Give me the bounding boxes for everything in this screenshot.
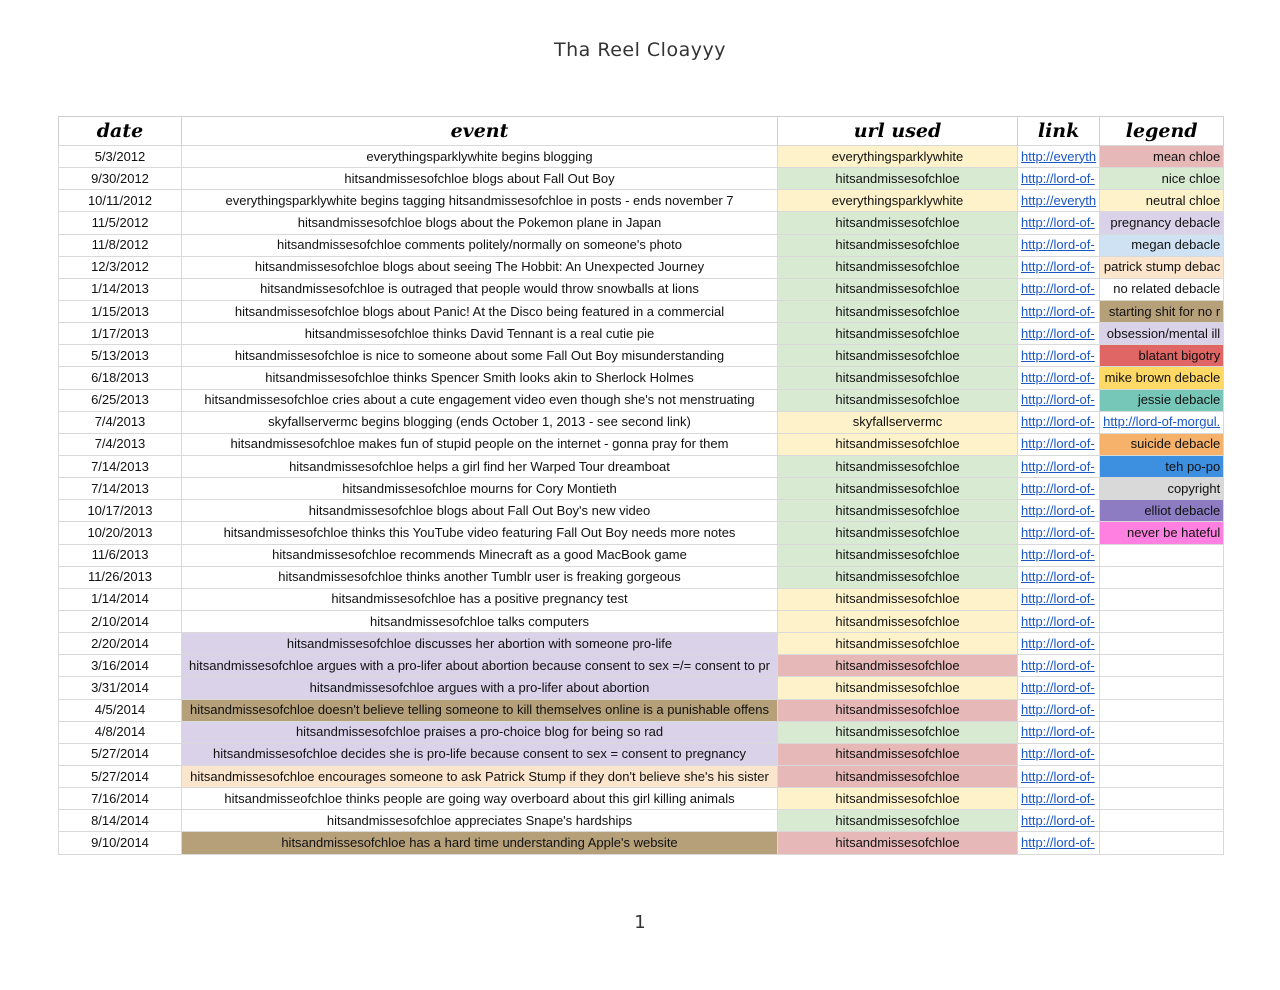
table-row: [59, 234, 1224, 256]
url-cell: hitsandmissesofchloe: [778, 699, 1018, 721]
url-cell: hitsandmissesofchloe: [778, 832, 1018, 854]
page-title: Tha Reel Cloayyy: [554, 39, 726, 61]
event-cell: hitsandmissesofchloe has a hard time understanding Apple's website: [182, 832, 778, 854]
event-cell: hitsandmissesofchloe blogs about Panic! At the Disco being featured in a commercial: [182, 300, 778, 322]
table-row: [59, 478, 1224, 500]
date-cell: 5/13/2013: [59, 345, 182, 367]
table-row: [59, 588, 1224, 610]
link-cell[interactable]: http://everyth: [1018, 146, 1100, 168]
link-cell[interactable]: http://lord-of-: [1018, 256, 1100, 278]
event-cell: hitsandmissesofchloe praises a pro-choice blog for being so rad: [182, 721, 778, 743]
legend-cell: [1100, 765, 1224, 787]
event-cell: hitsandmissesofchloe thinks Spencer Smith looks akin to Sherlock Holmes: [182, 367, 778, 389]
date-cell: 4/5/2014: [59, 699, 182, 721]
link-cell[interactable]: http://lord-of-: [1018, 345, 1100, 367]
date-cell: 2/20/2014: [59, 633, 182, 655]
url-cell: hitsandmissesofchloe: [778, 633, 1018, 655]
date-cell: 7/14/2013: [59, 478, 182, 500]
legend-cell: [1100, 610, 1224, 632]
legend-cell: teh po-po: [1100, 455, 1224, 477]
url-cell: hitsandmissesofchloe: [778, 300, 1018, 322]
date-cell: 8/14/2014: [59, 810, 182, 832]
link-cell[interactable]: http://lord-of-: [1018, 566, 1100, 588]
legend-cell: no related debacle: [1100, 278, 1224, 300]
date-cell: 7/14/2013: [59, 455, 182, 477]
event-cell: hitsandmissesofchloe decides she is pro-life because consent to sex = consent to pregnancy: [182, 743, 778, 765]
table-row: [59, 721, 1224, 743]
url-cell: hitsandmissesofchloe: [778, 234, 1018, 256]
url-cell: hitsandmissesofchloe: [778, 433, 1018, 455]
legend-cell: mean chloe: [1100, 146, 1224, 168]
event-cell: hitsandmissesofchloe recommends Minecraft as a good MacBook game: [182, 544, 778, 566]
legend-cell: [1100, 655, 1224, 677]
legend-cell: starting shit for no r: [1100, 300, 1224, 322]
url-cell: hitsandmissesofchloe: [778, 743, 1018, 765]
url-cell: hitsandmissesofchloe: [778, 256, 1018, 278]
date-cell: 3/16/2014: [59, 655, 182, 677]
url-cell: hitsandmissesofchloe: [778, 522, 1018, 544]
legend-cell: megan debacle: [1100, 234, 1224, 256]
link-cell[interactable]: http://lord-of-: [1018, 721, 1100, 743]
date-cell: 11/8/2012: [59, 234, 182, 256]
event-cell: hitsandmissesofchloe helps a girl find her Warped Tour dreamboat: [182, 455, 778, 477]
url-cell: hitsandmissesofchloe: [778, 168, 1018, 190]
event-cell: hitsandmissesofchloe is nice to someone about some Fall Out Boy misunderstanding: [182, 345, 778, 367]
url-cell: hitsandmissesofchloe: [778, 765, 1018, 787]
table-row: [59, 743, 1224, 765]
url-cell: hitsandmissesofchloe: [778, 323, 1018, 345]
table-row: [59, 212, 1224, 234]
date-cell: 1/14/2014: [59, 588, 182, 610]
link-cell[interactable]: http://everyth: [1018, 190, 1100, 212]
table-row: [59, 323, 1224, 345]
legend-cell: [1100, 810, 1224, 832]
legend-cell: [1100, 721, 1224, 743]
column-header-url: url used: [778, 117, 1018, 146]
table-row: [59, 278, 1224, 300]
table-row: [59, 832, 1224, 854]
link-cell[interactable]: http://lord-of-: [1018, 300, 1100, 322]
event-cell: hitsandmissesofchloe mourns for Cory Montieth: [182, 478, 778, 500]
url-cell: hitsandmissesofchloe: [778, 278, 1018, 300]
event-cell: hitsandmissesofchloe blogs about Fall Out Boy: [182, 168, 778, 190]
legend-cell: suicide debacle: [1100, 433, 1224, 455]
link-cell[interactable]: http://lord-of-: [1018, 278, 1100, 300]
date-cell: 2/10/2014: [59, 610, 182, 632]
event-cell: hitsandmissesofchloe thinks David Tennant is a real cutie pie: [182, 323, 778, 345]
date-cell: 1/14/2013: [59, 278, 182, 300]
event-cell: hitsandmissesofchloe thinks another Tumblr user is freaking gorgeous: [182, 566, 778, 588]
table-row: [59, 411, 1224, 433]
column-header-event: event: [182, 117, 778, 146]
date-cell: 10/17/2013: [59, 500, 182, 522]
event-cell: hitsandmissesofchloe argues with a pro-lifer about abortion: [182, 677, 778, 699]
url-cell: everythingsparklywhite: [778, 190, 1018, 212]
link-cell[interactable]: http://lord-of-: [1018, 522, 1100, 544]
link-cell[interactable]: http://lord-of-: [1018, 389, 1100, 411]
event-cell: hitsandmissesofchloe blogs about Fall Out Boy's new video: [182, 500, 778, 522]
table-row: [59, 610, 1224, 632]
table-row: [59, 345, 1224, 367]
date-cell: 1/17/2013: [59, 323, 182, 345]
legend-cell[interactable]: http://lord-of-morgul.: [1100, 411, 1224, 433]
event-cell: hitsandmissesofchloe appreciates Snape's hardships: [182, 810, 778, 832]
url-cell: everythingsparklywhite: [778, 146, 1018, 168]
table-row: [59, 367, 1224, 389]
url-cell: skyfallservermc: [778, 411, 1018, 433]
event-cell: hitsandmissesofchloe makes fun of stupid people on the internet - gonna pray for them: [182, 433, 778, 455]
legend-cell: never be hateful: [1100, 522, 1224, 544]
url-cell: hitsandmissesofchloe: [778, 677, 1018, 699]
legend-cell: [1100, 788, 1224, 810]
legend-cell: [1100, 633, 1224, 655]
url-cell: hitsandmissesofchloe: [778, 389, 1018, 411]
event-cell: hitsandmissesofchloe comments politely/normally on someone's photo: [182, 234, 778, 256]
url-cell: hitsandmissesofchloe: [778, 566, 1018, 588]
link-cell[interactable]: http://lord-of-: [1018, 677, 1100, 699]
event-cell: hitsandmissesofchloe cries about a cute engagement video even though she's not menstruating: [182, 389, 778, 411]
date-cell: 11/6/2013: [59, 544, 182, 566]
table-row: [59, 522, 1224, 544]
event-cell: everythingsparklywhite begins blogging: [182, 146, 778, 168]
event-cell: hitsandmissesofchloe blogs about the Pokemon plane in Japan: [182, 212, 778, 234]
event-cell: everythingsparklywhite begins tagging hitsandmissesofchloe in posts - ends november 7: [182, 190, 778, 212]
event-cell: hitsandmissesofchloe doesn't believe telling someone to kill themselves online is a punishable offens: [182, 699, 778, 721]
table-row: [59, 146, 1224, 168]
table-row: [59, 788, 1224, 810]
url-cell: hitsandmissesofchloe: [778, 655, 1018, 677]
date-cell: 10/11/2012: [59, 190, 182, 212]
date-cell: 7/16/2014: [59, 788, 182, 810]
url-cell: hitsandmissesofchloe: [778, 810, 1018, 832]
legend-cell: [1100, 588, 1224, 610]
date-cell: 5/27/2014: [59, 765, 182, 787]
url-cell: hitsandmissesofchloe: [778, 500, 1018, 522]
legend-cell: blatant bigotry: [1100, 345, 1224, 367]
legend-cell: elliot debacle: [1100, 500, 1224, 522]
link-cell[interactable]: http://lord-of-: [1018, 433, 1100, 455]
date-cell: 9/30/2012: [59, 168, 182, 190]
column-header-link: link: [1018, 117, 1100, 146]
date-cell: 6/25/2013: [59, 389, 182, 411]
link-cell[interactable]: http://lord-of-: [1018, 610, 1100, 632]
table-row: [59, 765, 1224, 787]
date-cell: 6/18/2013: [59, 367, 182, 389]
event-cell: hitsandmissesofchloe thinks this YouTube video featuring Fall Out Boy needs more notes: [182, 522, 778, 544]
link-cell[interactable]: http://lord-of-: [1018, 655, 1100, 677]
table-row: [59, 500, 1224, 522]
date-cell: 10/20/2013: [59, 522, 182, 544]
url-cell: hitsandmissesofchloe: [778, 212, 1018, 234]
event-cell: hitsandmissesofchloe talks computers: [182, 610, 778, 632]
url-cell: hitsandmissesofchloe: [778, 367, 1018, 389]
header-row: [59, 117, 1224, 146]
legend-cell: neutral chloe: [1100, 190, 1224, 212]
link-cell[interactable]: http://lord-of-: [1018, 810, 1100, 832]
legend-cell: nice chloe: [1100, 168, 1224, 190]
legend-cell: [1100, 566, 1224, 588]
date-cell: 4/8/2014: [59, 721, 182, 743]
event-cell: hitsandmissesofchloe discusses her abortion with someone pro-life: [182, 633, 778, 655]
date-cell: 3/31/2014: [59, 677, 182, 699]
link-cell[interactable]: http://lord-of-: [1018, 633, 1100, 655]
event-cell: hitsandmissesofchloe encourages someone to ask Patrick Stump if they don't believe she's his sister: [182, 765, 778, 787]
url-cell: hitsandmissesofchloe: [778, 721, 1018, 743]
link-cell[interactable]: http://lord-of-: [1018, 455, 1100, 477]
link-cell[interactable]: http://lord-of-: [1018, 367, 1100, 389]
date-cell: 11/5/2012: [59, 212, 182, 234]
event-cell: hitsandmissesofchloe argues with a pro-lifer about abortion because consent to sex =/= consent to pr: [182, 655, 778, 677]
date-cell: 9/10/2014: [59, 832, 182, 854]
date-cell: 7/4/2013: [59, 433, 182, 455]
event-cell: hitsandmissesofchloe is outraged that people would throw snowballs at lions: [182, 278, 778, 300]
table-row: [59, 300, 1224, 322]
link-cell[interactable]: http://lord-of-: [1018, 832, 1100, 854]
legend-cell: copyright: [1100, 478, 1224, 500]
legend-cell: pregnancy debacle: [1100, 212, 1224, 234]
column-header-date: date: [59, 117, 182, 146]
page-number: 1: [634, 912, 646, 933]
table-row: [59, 389, 1224, 411]
table-row: [59, 810, 1224, 832]
url-cell: hitsandmissesofchloe: [778, 345, 1018, 367]
date-cell: 11/26/2013: [59, 566, 182, 588]
table-row: [59, 190, 1224, 212]
date-cell: 5/3/2012: [59, 146, 182, 168]
link-cell[interactable]: http://lord-of-: [1018, 544, 1100, 566]
event-cell: hitsandmissesofchloe has a positive pregnancy test: [182, 588, 778, 610]
legend-cell: [1100, 677, 1224, 699]
url-cell: hitsandmissesofchloe: [778, 544, 1018, 566]
link-cell[interactable]: http://lord-of-: [1018, 411, 1100, 433]
link-cell[interactable]: http://lord-of-: [1018, 788, 1100, 810]
table-row: [59, 677, 1224, 699]
table-row: [59, 455, 1224, 477]
column-header-legend: legend: [1100, 117, 1224, 146]
link-cell[interactable]: http://lord-of-: [1018, 478, 1100, 500]
legend-cell: mike brown debacle: [1100, 367, 1224, 389]
legend-cell: [1100, 699, 1224, 721]
link-cell[interactable]: http://lord-of-: [1018, 234, 1100, 256]
legend-cell: [1100, 743, 1224, 765]
link-cell[interactable]: http://lord-of-: [1018, 699, 1100, 721]
event-table: [58, 116, 1224, 855]
link-cell[interactable]: http://lord-of-: [1018, 500, 1100, 522]
legend-cell: [1100, 544, 1224, 566]
link-cell[interactable]: http://lord-of-: [1018, 323, 1100, 345]
legend-cell: jessie debacle: [1100, 389, 1224, 411]
event-cell: hitsandmisseofchloe thinks people are going way overboard about this girl killing animals: [182, 788, 778, 810]
url-cell: hitsandmissesofchloe: [778, 455, 1018, 477]
event-cell: hitsandmissesofchloe blogs about seeing The Hobbit: An Unexpected Journey: [182, 256, 778, 278]
link-cell[interactable]: http://lord-of-: [1018, 765, 1100, 787]
legend-cell: [1100, 832, 1224, 854]
table-row: [59, 544, 1224, 566]
table-row: [59, 566, 1224, 588]
date-cell: 5/27/2014: [59, 743, 182, 765]
date-cell: 12/3/2012: [59, 256, 182, 278]
link-cell[interactable]: http://lord-of-: [1018, 743, 1100, 765]
url-cell: hitsandmissesofchloe: [778, 588, 1018, 610]
event-cell: skyfallservermc begins blogging (ends October 1, 2013 - see second link): [182, 411, 778, 433]
link-cell[interactable]: http://lord-of-: [1018, 588, 1100, 610]
table-row: [59, 256, 1224, 278]
legend-cell: patrick stump debac: [1100, 256, 1224, 278]
table-row: [59, 699, 1224, 721]
legend-cell: obsession/mental ill: [1100, 323, 1224, 345]
table-row: [59, 433, 1224, 455]
table-row: [59, 633, 1224, 655]
link-cell[interactable]: http://lord-of-: [1018, 212, 1100, 234]
link-cell[interactable]: http://lord-of-: [1018, 168, 1100, 190]
table-row: [59, 168, 1224, 190]
url-cell: hitsandmissesofchloe: [778, 610, 1018, 632]
table-row: [59, 655, 1224, 677]
url-cell: hitsandmissesofchloe: [778, 478, 1018, 500]
url-cell: hitsandmissesofchloe: [778, 788, 1018, 810]
date-cell: 1/15/2013: [59, 300, 182, 322]
date-cell: 7/4/2013: [59, 411, 182, 433]
